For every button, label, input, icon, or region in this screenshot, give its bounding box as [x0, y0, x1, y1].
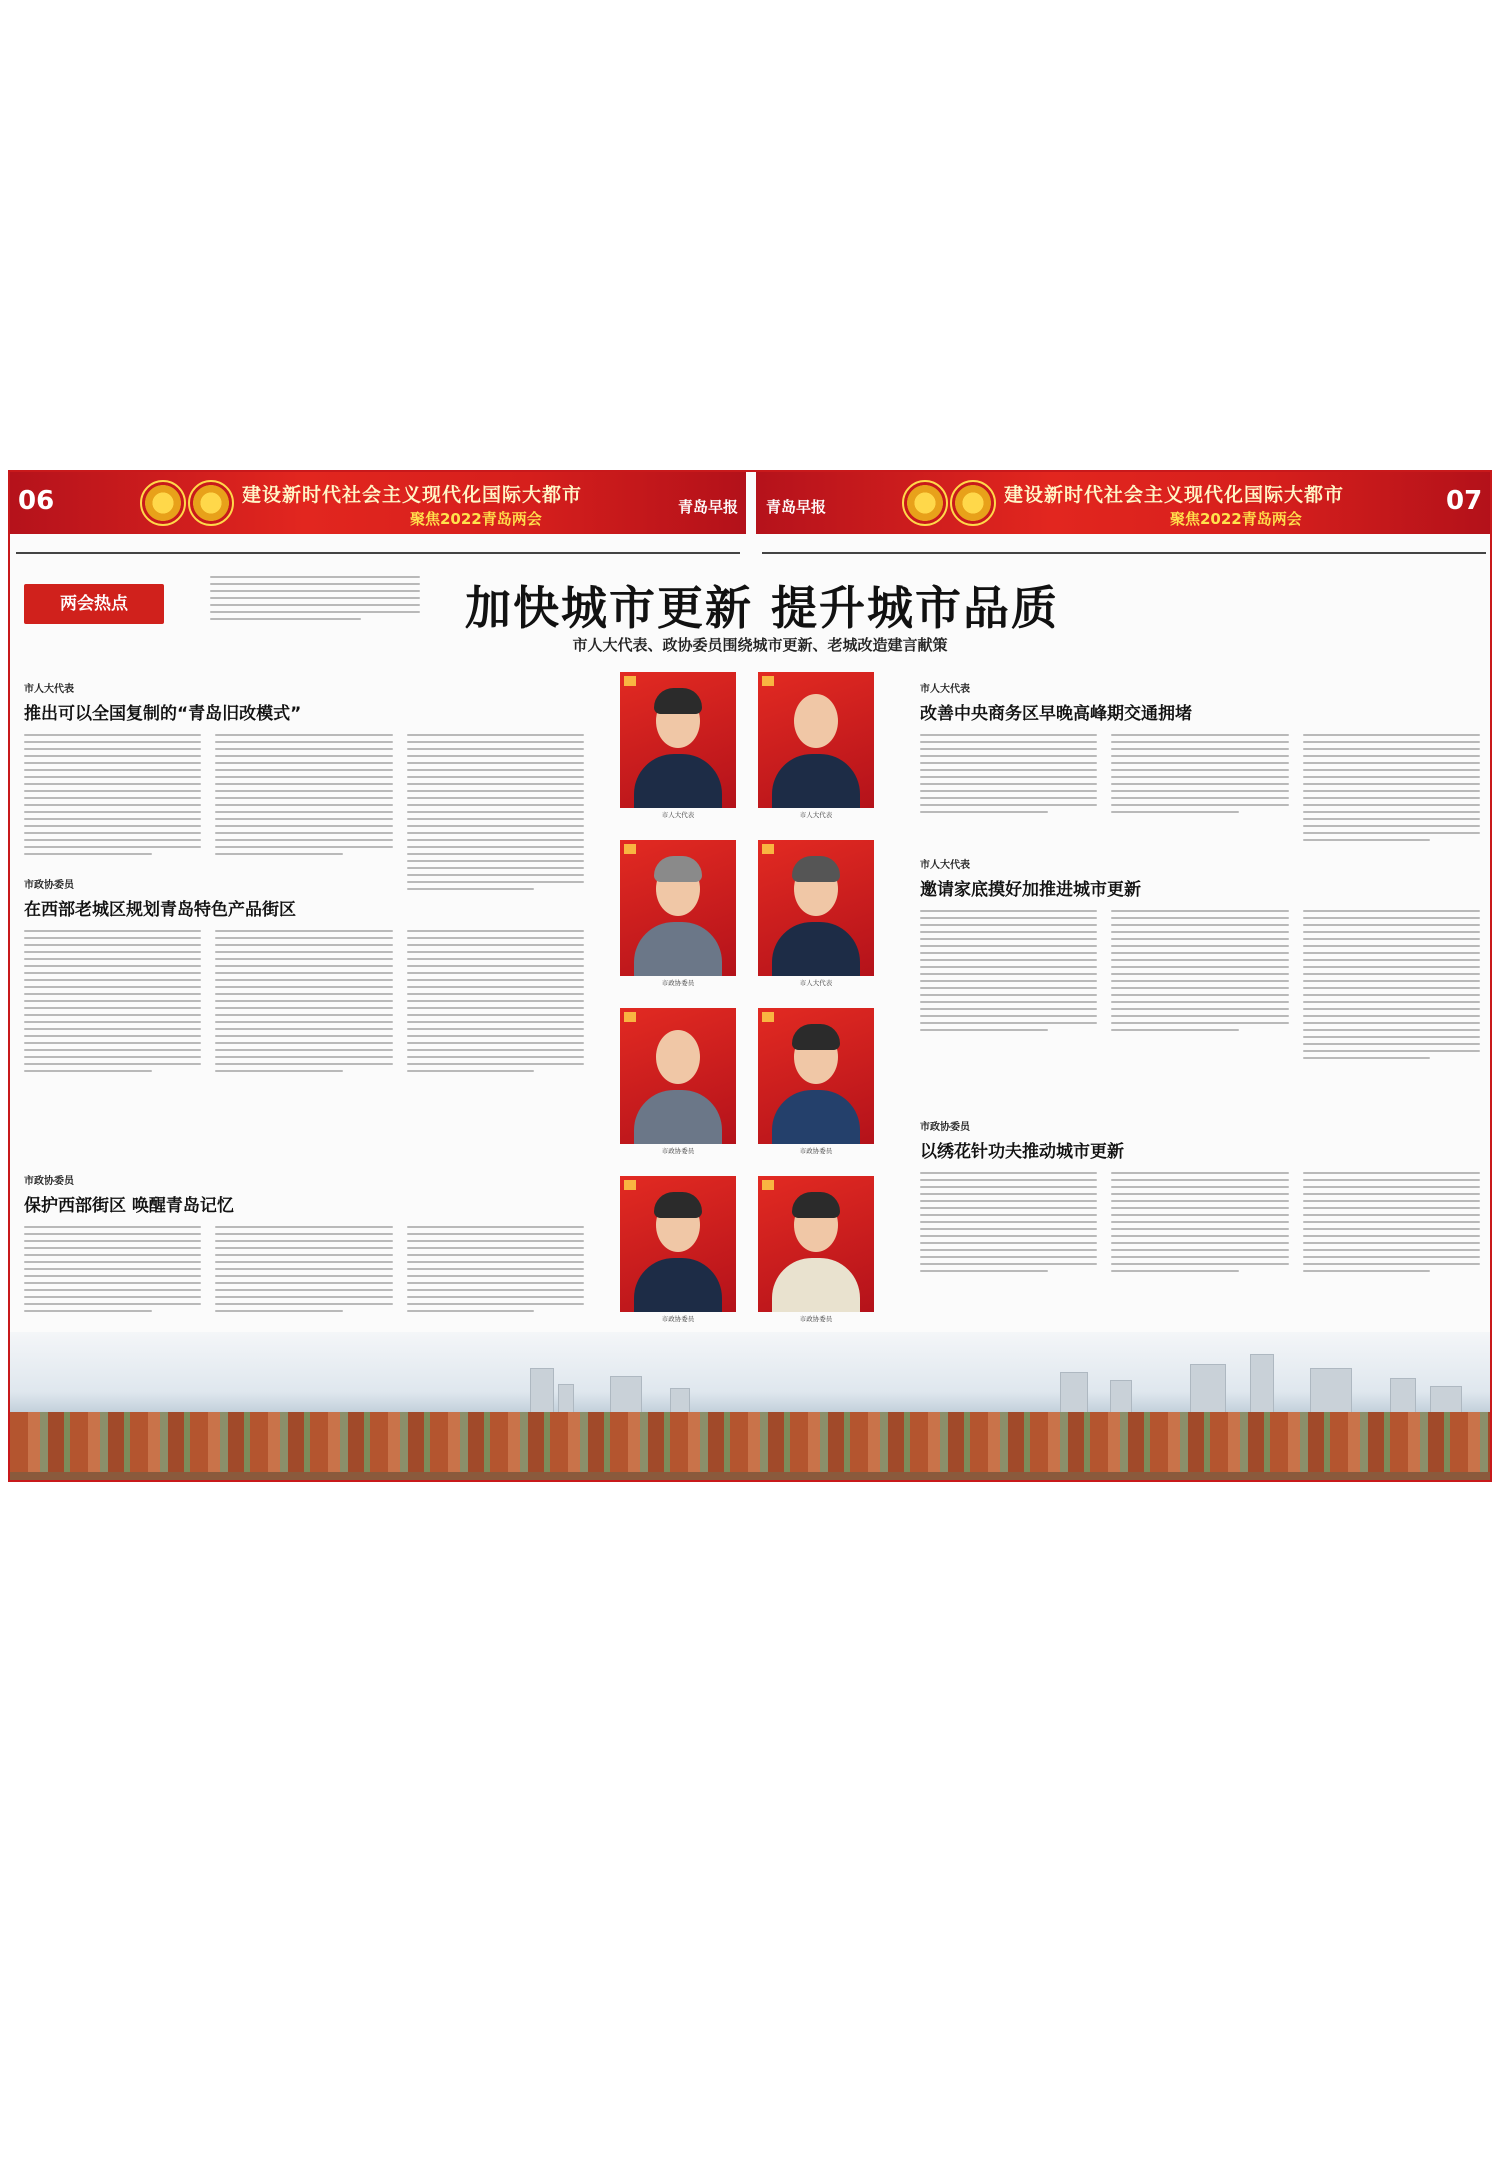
header-left: [10, 472, 746, 534]
article-title: 推出可以全国复制的“青岛旧改模式”: [24, 704, 302, 724]
header-slogan-right: 建设新时代社会主义现代化国际大都市: [1004, 484, 1345, 506]
portrait: [620, 840, 736, 988]
intro-paragraph: [210, 576, 420, 625]
portrait-caption: 市人大代表: [661, 811, 695, 819]
article-byline: 市人大代表: [920, 684, 970, 695]
page-gutter: [750, 472, 754, 534]
header-slogan-left: 建设新时代社会主义现代化国际大都市: [242, 484, 583, 506]
portrait-photo: [620, 672, 736, 808]
portrait-photo: [758, 840, 874, 976]
portrait-photo: [620, 1008, 736, 1144]
cppcc-emblem-icon: [188, 480, 234, 526]
page-number-left: 06: [18, 486, 55, 516]
article-title: 邀请家底摸好加推进城市更新: [920, 880, 1141, 900]
article-2: [24, 876, 584, 1077]
article-body: [24, 1226, 584, 1317]
newspaper-logo-left: 青岛早报: [678, 498, 739, 516]
portrait-caption: 市政协委员: [661, 1315, 695, 1323]
article-title: 以绣花针功夫推动城市更新: [920, 1142, 1124, 1162]
portrait: [758, 840, 874, 988]
portrait: [758, 1176, 874, 1324]
main-headline: 加快城市更新 提升城市品质: [464, 581, 1059, 635]
article-title: 在西部老城区规划青岛特色产品街区: [24, 900, 296, 920]
header-rule-right: [762, 552, 1486, 554]
article-byline: 市政协委员: [24, 880, 74, 891]
portrait-caption: 市政协委员: [799, 1147, 833, 1155]
portrait-photo: [758, 1176, 874, 1312]
city-panorama-photo: [10, 1332, 1490, 1482]
article-body: [24, 930, 584, 1077]
portrait: [620, 672, 736, 820]
header-rule-left: [16, 552, 740, 554]
article-body: [24, 734, 584, 895]
article-1: [24, 680, 584, 895]
portrait-photo: [758, 672, 874, 808]
article-6: [920, 1118, 1480, 1277]
article-byline: 市政协委员: [920, 1122, 970, 1133]
article-byline: 市政协委员: [24, 1176, 74, 1187]
article-title: 保护西部街区 唤醒青岛记忆: [24, 1196, 234, 1216]
article-byline: 市人大代表: [920, 860, 970, 871]
header-subtitle-right: 聚焦2022青岛两会: [1170, 510, 1302, 528]
national-emblem-icon: [902, 480, 948, 526]
article-body: [920, 1172, 1480, 1277]
page-number-right: 07: [1446, 486, 1483, 516]
cppcc-emblem-icon: [950, 480, 996, 526]
national-emblem-icon: [140, 480, 186, 526]
portrait-photo: [758, 1008, 874, 1144]
article-body: [920, 910, 1480, 1064]
article-title: 改善中央商务区早晚高峰期交通拥堵: [920, 704, 1192, 724]
portrait-photo: [620, 1176, 736, 1312]
portrait-caption: 市人大代表: [799, 811, 833, 819]
portrait: [620, 1176, 736, 1324]
article-4: [920, 680, 1480, 846]
portrait-caption: 市政协委员: [661, 979, 695, 987]
newspaper-spread: [8, 470, 1492, 1482]
section-tag: 两会热点: [24, 584, 164, 624]
newspaper-logo-right: 青岛早报: [766, 498, 827, 516]
sub-headline: 市人大代表、政协委员围绕城市更新、老城改造建言献策: [572, 636, 948, 654]
header-subtitle-left: 聚焦2022青岛两会: [410, 510, 542, 528]
portrait: [758, 672, 874, 820]
portrait: [758, 1008, 874, 1156]
portrait-caption: 市人大代表: [799, 979, 833, 987]
portrait-caption: 市政协委员: [661, 1147, 695, 1155]
header-right: [756, 472, 1492, 534]
article-byline: 市人大代表: [24, 684, 74, 695]
article-body: [920, 734, 1480, 846]
portrait-photo: [620, 840, 736, 976]
portrait: [620, 1008, 736, 1156]
article-3: [24, 1172, 584, 1317]
article-5: [920, 856, 1480, 1064]
portrait-caption: 市政协委员: [799, 1315, 833, 1323]
